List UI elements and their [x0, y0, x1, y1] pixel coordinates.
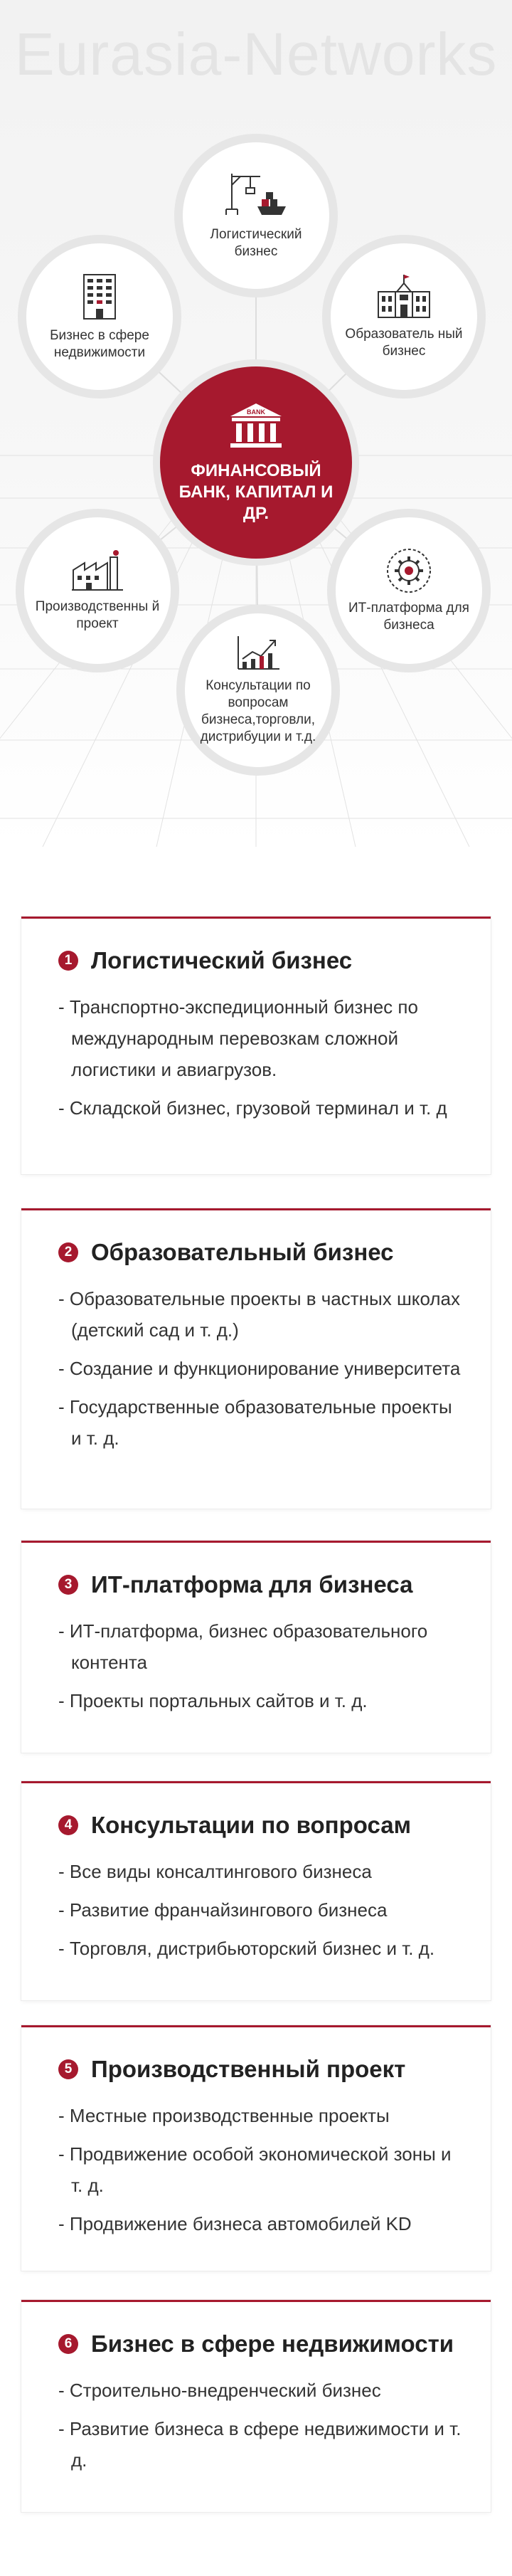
list-item: - Продвижение бизнеса автомобилей KD [58, 2213, 412, 2234]
card-number-badge: 5 [58, 2059, 78, 2079]
card-consulting-title [58, 1812, 462, 1839]
list-item: - Строительно-внедренческий бизнес [58, 2380, 381, 2401]
card-it-platform-list [58, 1615, 462, 1716]
card-real-estate-title [58, 2330, 462, 2358]
card-real-estate [21, 2300, 491, 2512]
card-education [21, 1208, 491, 1509]
bank-icon [226, 401, 286, 450]
node-education [322, 235, 486, 398]
node-it-platform [327, 509, 491, 672]
card-number-badge: 2 [58, 1242, 78, 1262]
list-item: - ИТ-платформа, бизнес образовательного контента [58, 1620, 428, 1673]
node-production [16, 509, 179, 672]
card-title-text: ИТ-платформа для бизнеса [91, 1571, 413, 1598]
university-icon [375, 273, 432, 320]
card-production [21, 2025, 491, 2271]
card-logistics-list [58, 991, 462, 1124]
card-production-list [58, 2100, 462, 2239]
node-logistics-label: Логистический бизнес [210, 227, 302, 259]
bank-icon-text: BANK [247, 408, 265, 416]
card-title-text: Логистический бизнес [91, 947, 353, 973]
business-areas-diagram [0, 0, 512, 847]
node-real-estate [18, 235, 181, 398]
card-real-estate-list [58, 2375, 462, 2476]
card-title-text: Консультации по вопросам [91, 1812, 411, 1838]
brand-watermark: Eurasia-Networks [14, 21, 498, 88]
list-item: - Образовательные проекты в частных школах (детский сад и т. д.) [58, 1288, 460, 1341]
card-logistics [21, 917, 491, 1174]
card-number-badge: 4 [58, 1815, 78, 1835]
node-logistics [174, 134, 338, 297]
center-finance-bank [153, 359, 359, 566]
node-production-label: Производственны й проект [35, 599, 160, 631]
card-consulting-list [58, 1856, 462, 1964]
card-number-badge: 1 [58, 951, 78, 971]
list-item: - Проекты портальных сайтов и т. д. [58, 1690, 368, 1711]
list-item: - Государственные образовательные проекты и т. д. [58, 1396, 452, 1449]
list-item: - Все виды консалтингового бизнеса [58, 1861, 372, 1882]
list-item: - Развитие бизнеса в сфере недвижимости и т. д. [58, 2418, 462, 2471]
node-it-platform-label: ИТ-платформа для бизнеса [348, 601, 469, 633]
card-it-platform-title [58, 1571, 462, 1598]
card-production-title [58, 2056, 462, 2083]
list-item: - Транспортно-экспедиционный бизнес по международным перевозкам сложной логистики и авиагрузов. [58, 996, 418, 1080]
node-consulting-label: Консультации по вопросам бизнеса,торговли, дистрибуции и т.д. [200, 678, 316, 744]
list-item: - Местные производственные проекты [58, 2105, 390, 2126]
card-number-badge: 3 [58, 1575, 78, 1595]
card-consulting [21, 1781, 491, 2000]
growth-chart-icon [235, 635, 281, 672]
card-number-badge: 6 [58, 2334, 78, 2354]
center-label: ФИНАНСОВЫЙ БАНК, КАПИТАЛ И ДР. [178, 461, 334, 523]
list-item: - Складской бизнес, грузовой терминал и т. д [58, 1097, 447, 1119]
crane-ship-icon [222, 171, 290, 221]
node-consulting [176, 605, 340, 776]
card-education-list [58, 1283, 462, 1454]
list-item: - Развитие франчайзингового бизнеса [58, 1899, 388, 1921]
list-item: - Торговля, дистрибьюторский бизнес и т. д. [58, 1938, 435, 1959]
card-title-text: Бизнес в сфере недвижимости [91, 2330, 454, 2357]
card-title-text: Образовательный бизнес [91, 1239, 394, 1265]
card-title-text: Производственный проект [91, 2056, 406, 2082]
list-item: - Создание и функционирование университета [58, 1358, 461, 1379]
list-item: - Продвижение особой экономической зоны и т. д. [58, 2143, 452, 2196]
card-it-platform [21, 1541, 491, 1753]
building-icon [78, 272, 121, 322]
factory-icon [70, 549, 124, 593]
node-real-estate-label: Бизнес в сфере недвижимости [50, 328, 149, 360]
card-education-title [58, 1239, 462, 1266]
node-education-label: Образователь ный бизнес [345, 327, 463, 359]
gear-circle-icon [385, 547, 432, 594]
card-logistics-title [58, 947, 462, 974]
